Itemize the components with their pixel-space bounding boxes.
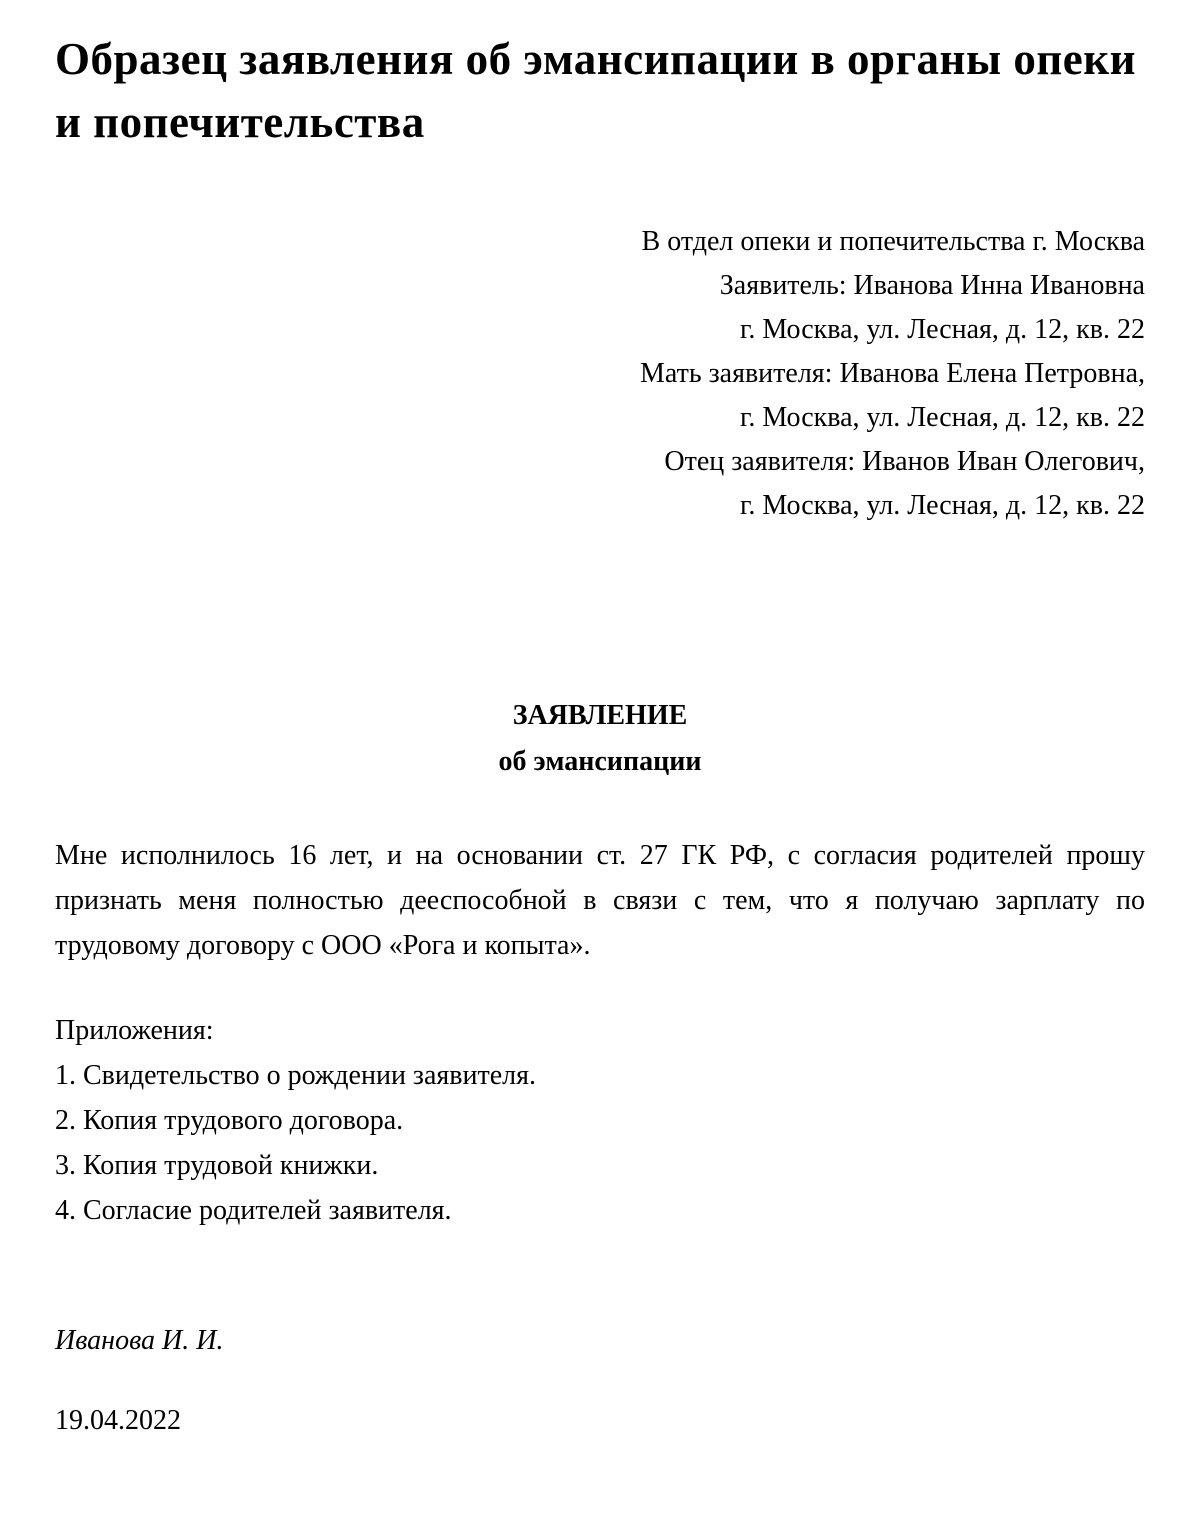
statement-heading-line2: об эмансипации (498, 746, 702, 777)
attachment-item: 1. Свидетельство о рождении заявителя. (55, 1060, 537, 1091)
attachments-section (55, 1008, 1145, 1233)
attachment-item: 2. Копия трудового договора. (55, 1105, 404, 1136)
signature: Иванова И. И. (55, 1325, 224, 1356)
attachment-item: 3. Копия трудовой книжки. (55, 1150, 379, 1181)
page-title: Образец заявления об эмансипации в органы опеки и попечительства (55, 34, 1137, 147)
father-address-line: г. Москва, ул. Лесная, д. 12, кв. 22 (740, 490, 1145, 521)
recipient-address-block (55, 220, 1145, 528)
applicant-line: Заявитель: Иванова Инна Ивановна (719, 270, 1145, 301)
statement-heading (55, 693, 1145, 785)
statement-heading-line1: ЗАЯВЛЕНИЕ (512, 700, 688, 731)
statement-body-paragraph: Мне исполнилось 16 лет, и на основании ст. 27 ГК РФ, с согласия родителей прошу признать меня полностью дееспособной в связи с тем, что я получаю зарплату по трудовому договору с ООО «Рога и копыта». (55, 840, 1145, 961)
recipient-line: В отдел опеки и попечительства г. Москва (641, 226, 1145, 257)
mother-address-line: г. Москва, ул. Лесная, д. 12, кв. 22 (740, 402, 1145, 433)
applicant-address-line: г. Москва, ул. Лесная, д. 12, кв. 22 (740, 314, 1145, 345)
attachment-item: 4. Согласие родителей заявителя. (55, 1195, 452, 1226)
attachments-label: Приложения: (55, 1015, 214, 1046)
document-date: 19.04.2022 (55, 1405, 181, 1436)
mother-line: Мать заявителя: Иванова Елена Петровна, (639, 358, 1145, 389)
father-line: Отец заявителя: Иванов Иван Олегович, (664, 446, 1145, 477)
